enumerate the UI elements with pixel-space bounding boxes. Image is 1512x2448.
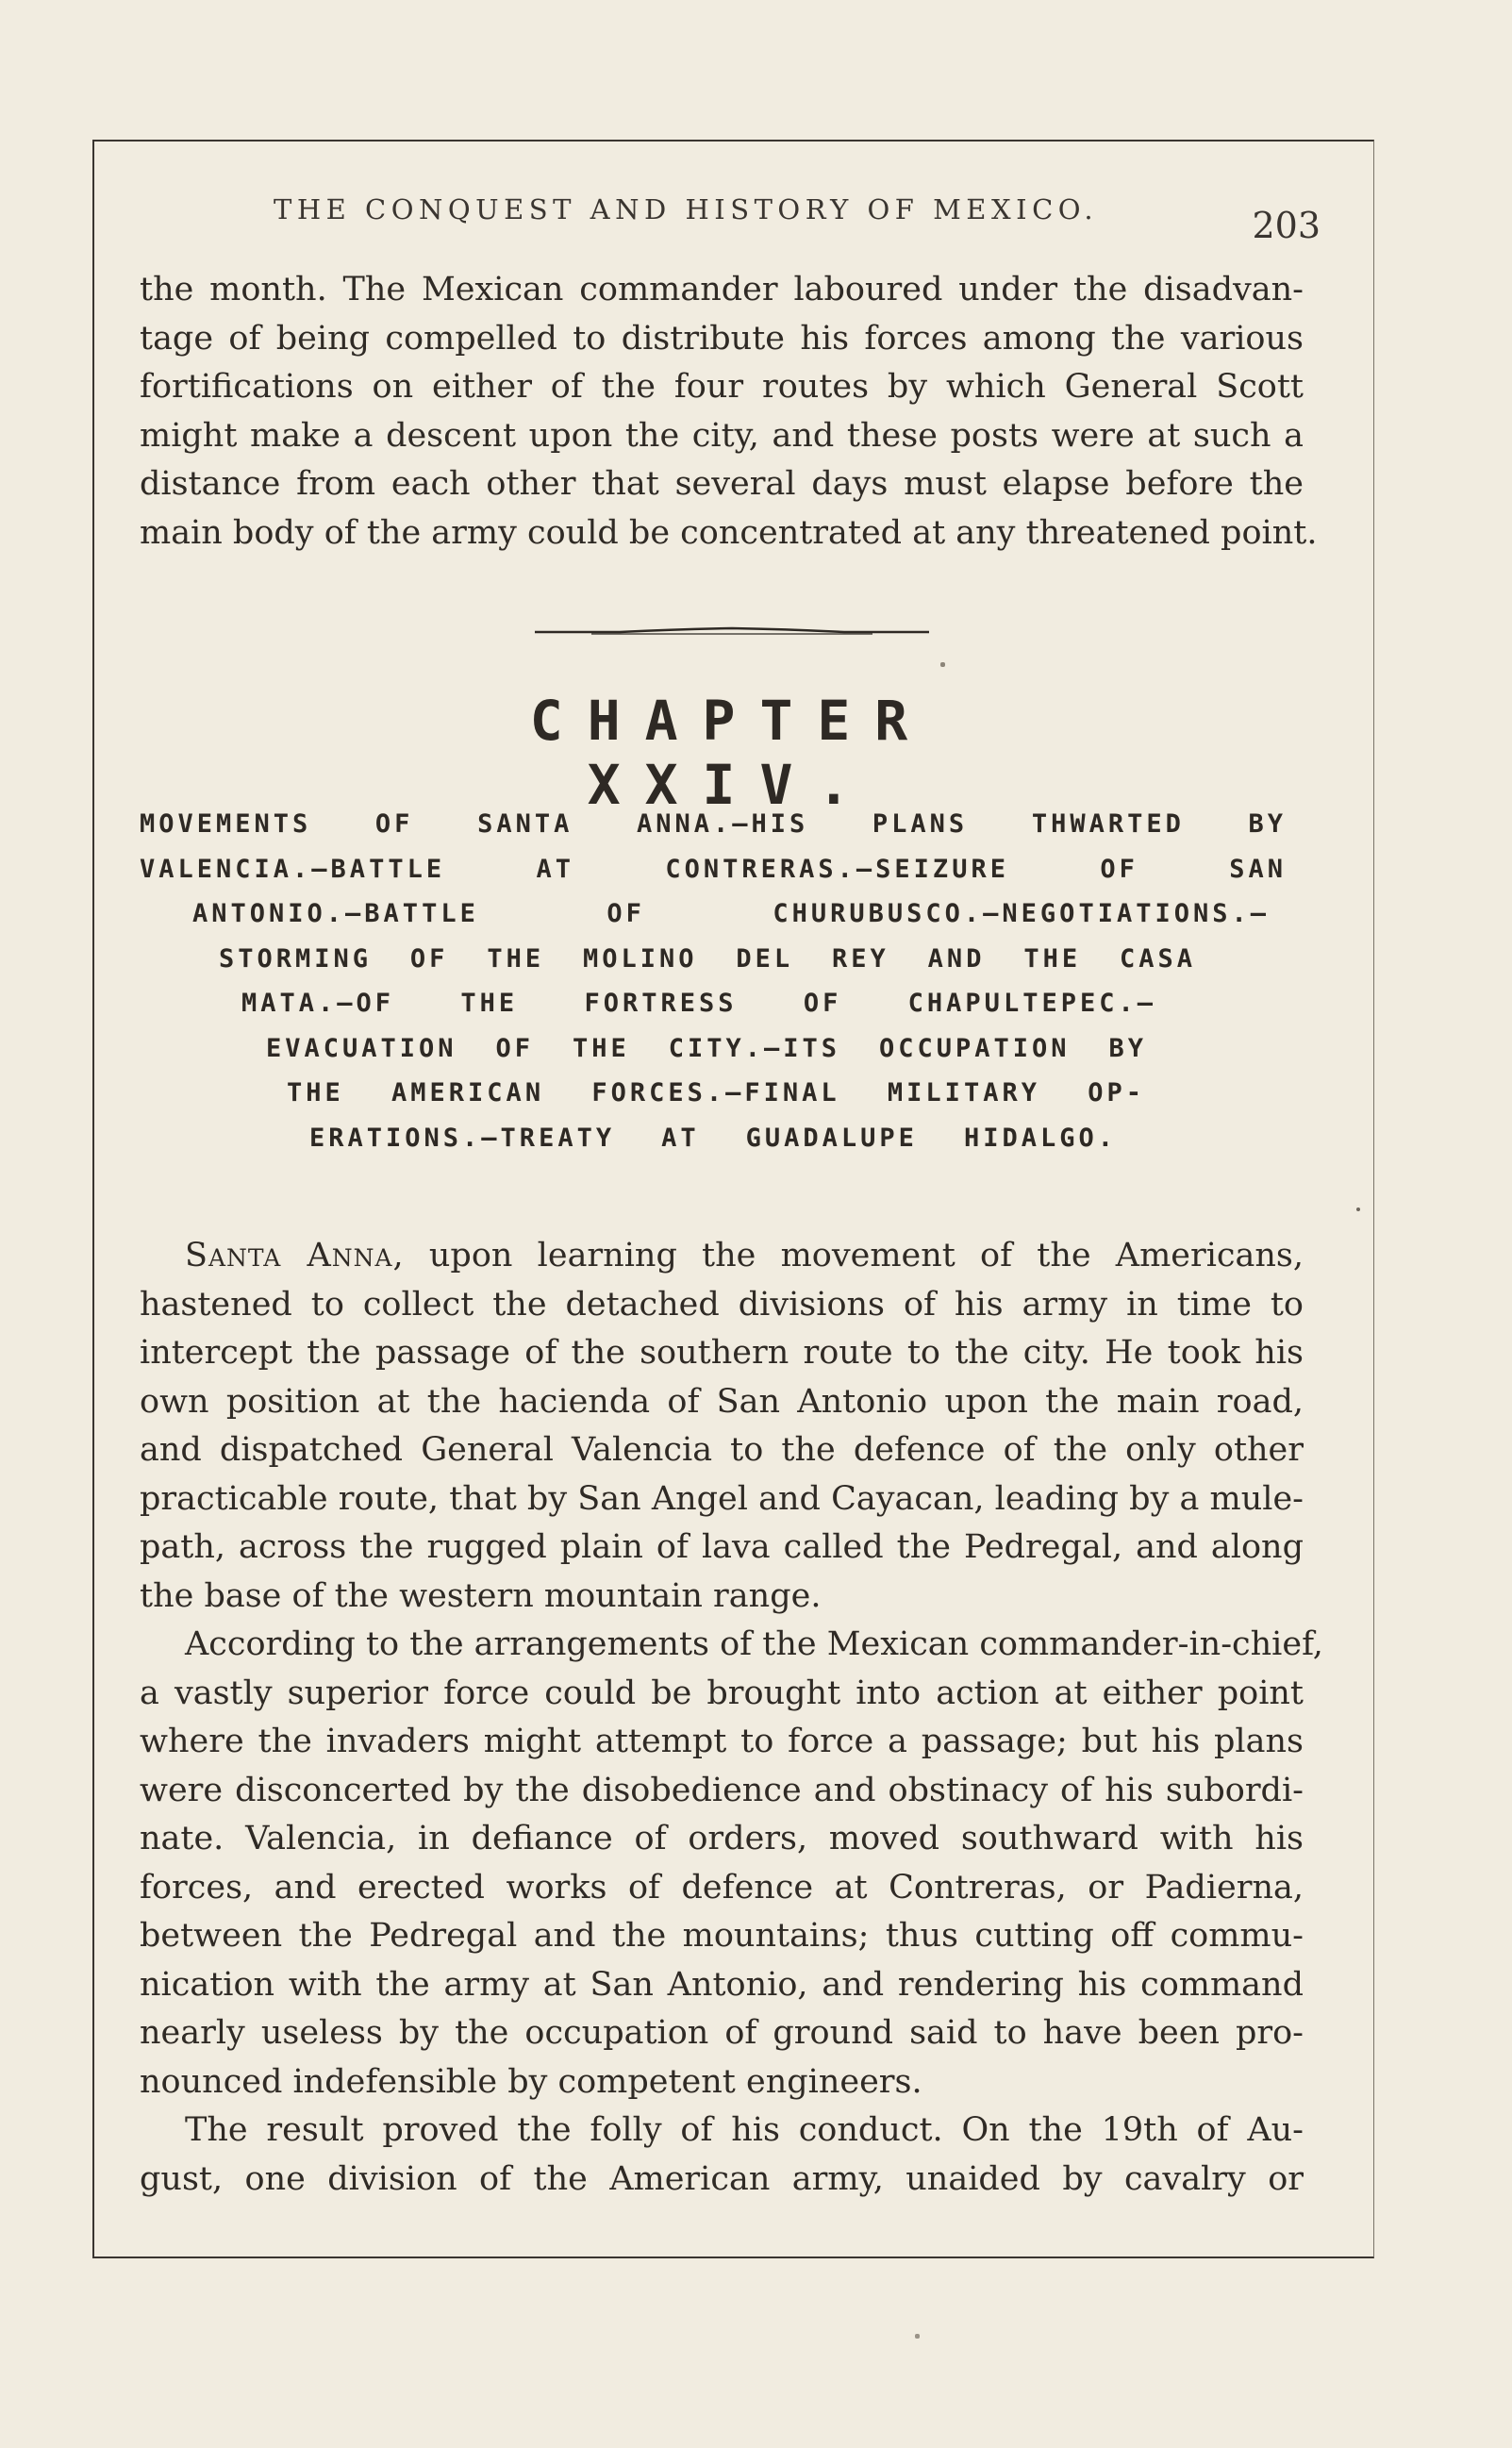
chapter-synopsis — [140, 802, 1287, 1160]
text-line: between the Pedregal and the mountains; thus cutting off commu- — [140, 1917, 1304, 1955]
running-title: THE CONQUEST AND HISTORY OF MEXICO. — [274, 193, 1099, 225]
intro-paragraph — [140, 266, 1318, 558]
text-line: intercept the passage of the southern route to the city. He took his — [140, 1334, 1304, 1372]
text-line: gust, one division of the American army, unaided by cavalry or — [140, 2159, 1304, 2198]
text-line: nearly useless by the occupation of ground said to have been pro- — [140, 2014, 1304, 2052]
text-line: main body of the army could be concentrated at any threatened point. — [140, 513, 1318, 552]
text-line: hastened to collect the detached divisions of his army in time to — [140, 1285, 1304, 1324]
synopsis-line: ERATIONS.—TREATY AT GUADALUPE HIDALGO. — [309, 1123, 1117, 1153]
text-line: the month. The Mexican commander laboured under the disadvan- — [140, 271, 1304, 308]
text-line: path, across the rugged plain of lava called the Pedregal, and along — [140, 1528, 1304, 1566]
synopsis-line: MOVEMENTS OF SANTA ANNA.—HIS PLANS THWARTED BY — [140, 809, 1287, 839]
text-fragment: upon learning the movement of the Americans, — [404, 1237, 1304, 1274]
text-line: own position at the hacienda of San Antonio upon the main road, — [140, 1382, 1304, 1421]
text-line: nate. Valencia, in defiance of orders, moved southward with his — [140, 1820, 1304, 1857]
page-number: 203 — [1252, 205, 1321, 246]
ornamental-rule — [535, 626, 929, 638]
text-line: tage of being compelled to distribute his forces among the various — [140, 319, 1304, 358]
running-head — [151, 193, 1339, 250]
text-line: were disconcerted by the disobedience and obstinacy of his subordi- — [140, 1771, 1304, 1809]
synopsis-line: THE AMERICAN FORCES.—FINAL MILITARY OP- — [287, 1078, 1145, 1107]
text-line: distance from each other that several days must elapse before the — [140, 465, 1304, 503]
synopsis-line: EVACUATION OF THE CITY.—ITS OCCUPATION BY — [266, 1033, 1147, 1063]
synopsis-line: MATA.—OF THE FORTRESS OF CHAPULTEPEC.— — [241, 989, 1156, 1018]
stray-mark — [915, 2334, 920, 2339]
stray-mark — [940, 662, 945, 667]
text-line: nication with the army at San Antonio, and rendering his command — [140, 1965, 1304, 2004]
body-paragraph-2 — [140, 1621, 1323, 2107]
text-line: and dispatched General Valencia to the defence of the only other — [140, 1431, 1304, 1469]
text-line: forces, and erected works of defence at Contreras, or Padierna, — [140, 1868, 1304, 1907]
body-paragraph-1 — [140, 1232, 1304, 1621]
text-line: The result proved the folly of his conduct. On the 19th of Au- — [185, 2111, 1304, 2149]
text-line: fortifications on either of the four routes by which General Scott — [140, 368, 1304, 406]
text-line: nounced indefensible by competent engineers. — [140, 2062, 922, 2101]
synopsis-line: ANTONIO.—BATTLE OF CHURUBUSCO.—NEGOTIATIONS.— — [192, 899, 1270, 928]
body-paragraph-3 — [140, 2107, 1304, 2204]
chapter-heading: CHAPTER XXIV. — [529, 689, 933, 817]
text-line: where the invaders might attempt to force a passage; but his plans — [140, 1723, 1304, 1760]
text-line: practicable route, that by San Angel and Cayacan, leading by a mule- — [140, 1479, 1304, 1518]
text-line — [140, 1232, 1304, 1281]
synopsis-line: VALENCIA.—BATTLE AT CONTRERAS.—SEIZURE OF SAN — [140, 854, 1287, 884]
text-line: a vastly superior force could be brought into action at either point — [140, 1674, 1304, 1712]
synopsis-line: STORMING OF THE MOLINO DEL REY AND THE CASA — [219, 943, 1196, 974]
lead-smallcaps: Santa Anna, — [185, 1237, 405, 1274]
stray-mark — [1356, 1207, 1360, 1211]
text-line: the base of the western mountain range. — [140, 1576, 822, 1615]
text-line: According to the arrangements of the Mexican commander-in-chief, — [185, 1625, 1323, 1663]
text-line: might make a descent upon the city, and these posts were at such a — [140, 416, 1304, 455]
